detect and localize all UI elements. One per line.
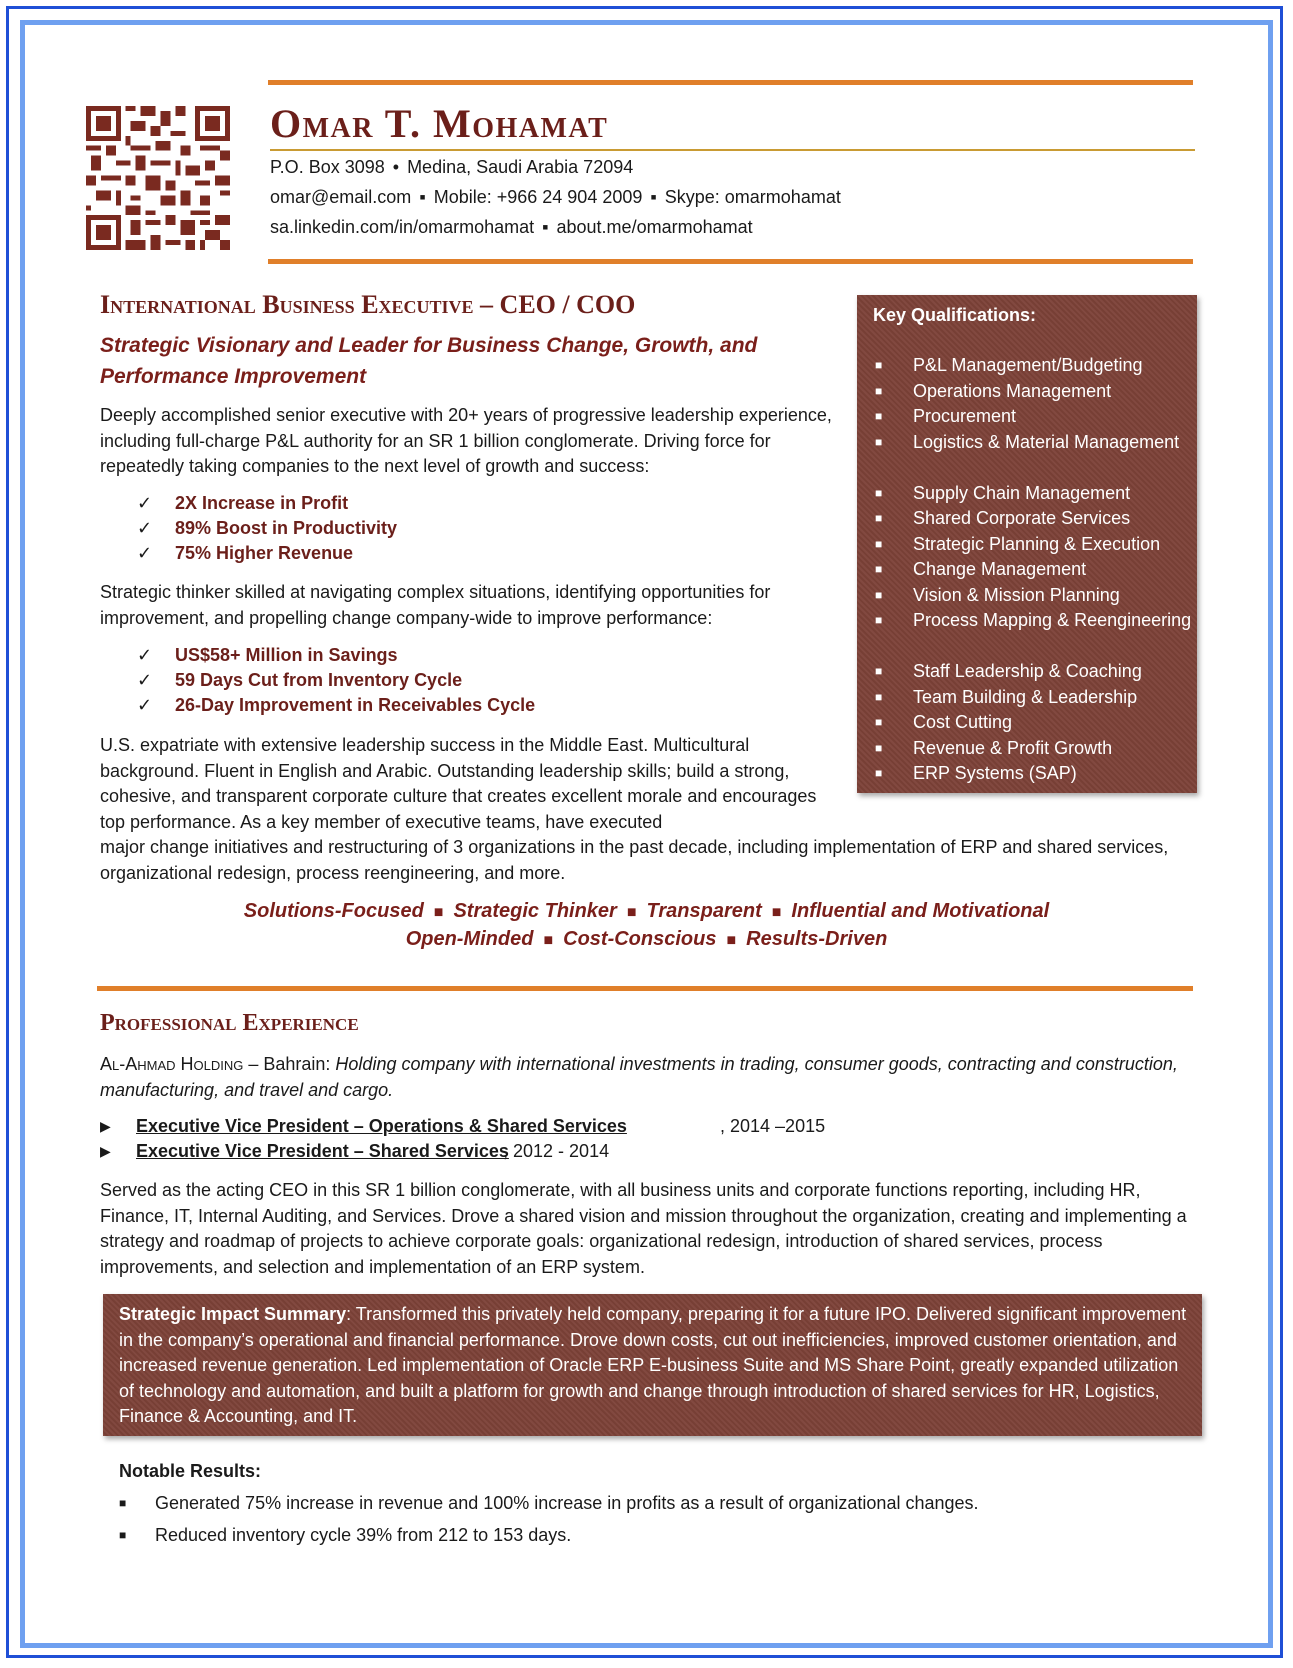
- mobile: Mobile: +966 24 904 2009: [433, 187, 643, 207]
- company-location: – Bahrain:: [243, 1054, 336, 1074]
- summary-para-3-continued: major change initiatives and restructuring of 3 organizations in the past decade, including implementation of ERP and shared services, organizational redesign, process reengineering, and more.: [100, 837, 1169, 883]
- strength-item: Cost-Conscious: [563, 928, 717, 950]
- separator: ■: [771, 904, 782, 921]
- impact-body: : Transformed this privately held company, preparing it for a future IPO. Delivered significant improvement in the company’s operational and financial performance. Drove down costs, cut out inefficiencies, improved customer orientation, and increased revenue generation. Led implementation of Oracle ERP E-business Suite and MS Share Point, greatly expanded utilization of technology and automation, and built a platform for growth and change through introduction of shared services for HR, Logistics, Finance & Accounting, and IT.: [119, 1304, 1187, 1426]
- result-text: Reduced inventory cycle 39% from 212 to 153 days.: [155, 1525, 572, 1545]
- bullet-icon: ■: [875, 485, 883, 500]
- name-underline: [270, 149, 1195, 151]
- separator: ■: [543, 932, 554, 949]
- summary-heading: International Business Executive – CEO / COO: [100, 290, 636, 319]
- strength-item: Strategic Thinker: [453, 900, 617, 922]
- bullet-icon: ■: [875, 587, 883, 602]
- bullet-icon: ■: [875, 613, 883, 627]
- role-title: Executive Vice President – Operations & Shared Services: [136, 1116, 627, 1136]
- achievement-label: 75% Higher Revenue: [175, 543, 354, 563]
- bullet-icon: ■: [875, 766, 883, 780]
- separator: ▪: [419, 187, 426, 207]
- strength-item: Open-Minded: [405, 928, 534, 950]
- strengths-line-2: [0, 928, 1293, 951]
- skype: Skype: omarmohamat: [664, 187, 841, 207]
- role-years: , 2012 - 2014: [503, 1141, 610, 1161]
- key-qualifications-title: Key Qualifications:: [873, 305, 1037, 325]
- qualification-label: Supply Chain Management: [913, 482, 1131, 503]
- summary-tagline: Strategic Visionary and Leader for Business Change, Growth, and Performance Improvement: [100, 334, 758, 388]
- strength-item: Solutions-Focused: [243, 900, 424, 922]
- check-icon: ✓: [137, 670, 153, 690]
- qualification-label: Staff Leadership & Coaching: [913, 661, 1142, 681]
- separator: ■: [433, 904, 444, 921]
- list-item: [119, 1493, 1119, 1517]
- qualification-label: Vision & Mission Planning: [913, 584, 1120, 605]
- bullet-icon: ■: [875, 562, 883, 576]
- role-description: Served as the acting CEO in this SR 1 billion conglomerate, with all business units and corporate functions reporting, including HR, Finance, IT, Internal Auditing, and Services. Drove a shared vision and mission throughout the organization, creating and implementing a strategy and roadmap of projects to achieve corporate goals: organizational redesign, introduction of shared services, process improvements, and selection and implementation of an ERP system.: [100, 1180, 1187, 1277]
- email-link[interactable]: omar@email.com: [270, 187, 412, 207]
- list-item: [119, 1525, 1119, 1549]
- qualification-label: Procurement: [913, 406, 1017, 426]
- achievement-label: 89% Boost in Productivity: [175, 518, 398, 538]
- company-description: Holding company with international investments in trading, consumer goods, contracting and construction, manufacturing, and travel and cargo.: [100, 1054, 1178, 1100]
- check-icon: ✓: [137, 493, 153, 513]
- bullet-icon: ■: [875, 409, 883, 423]
- qr-code-icon: [86, 106, 230, 250]
- bullet-icon: ■: [119, 1496, 127, 1510]
- result-text: Generated 75% increase in revenue and 100% increase in profits as a result of organizational changes.: [155, 1493, 979, 1513]
- qualification-label: P&L Management/Budgeting: [913, 355, 1143, 375]
- web-line: [270, 217, 753, 238]
- header-bottom-rule: [268, 259, 1193, 264]
- check-icon: ✓: [137, 645, 153, 665]
- strength-item: Influential and Motivational: [791, 900, 1050, 922]
- notable-results-title: Notable Results:: [119, 1461, 262, 1481]
- aboutme-link[interactable]: about.me/omarmohamat: [556, 217, 753, 237]
- company-info: [100, 1052, 1200, 1103]
- address-line: [270, 157, 633, 178]
- achievements-list-2: [137, 645, 737, 725]
- achievements-list-1: [137, 493, 737, 573]
- check-icon: ✓: [137, 543, 153, 563]
- qualification-label: Shared Corporate Services: [913, 508, 1131, 528]
- bullet-icon: ■: [875, 689, 883, 704]
- bullet-icon: ■: [875, 358, 883, 372]
- check-icon: ✓: [137, 695, 153, 715]
- check-icon: ✓: [137, 518, 153, 538]
- company-name: Al-Ahmad Holding: [100, 1054, 244, 1074]
- po-box: P.O. Box 3098: [270, 157, 385, 177]
- bullet-icon: ■: [875, 383, 883, 398]
- separator: ■: [626, 904, 637, 921]
- qualification-label: Operations Management: [913, 380, 1112, 401]
- separator: •: [392, 157, 400, 177]
- city: Medina, Saudi Arabia 72094: [407, 157, 634, 177]
- bullet-icon: ■: [875, 715, 883, 729]
- strength-item: Results-Driven: [746, 928, 888, 950]
- qualification-label: Strategic Planning & Execution: [913, 533, 1161, 554]
- role-entry: [100, 1141, 1000, 1165]
- qualification-label: Logistics & Material Management: [913, 431, 1180, 452]
- strength-item: Transparent: [646, 900, 762, 922]
- separator: ▪: [542, 217, 549, 237]
- achievement-label: 59 Days Cut from Inventory Cycle: [175, 670, 463, 690]
- qualification-label: ERP Systems (SAP): [913, 763, 1077, 783]
- achievement-label: 2X Increase in Profit: [175, 493, 349, 513]
- bullet-icon: ■: [875, 740, 883, 755]
- bullet-icon: ■: [875, 664, 883, 678]
- role-entry: [100, 1116, 1000, 1140]
- bullet-icon: ■: [875, 511, 883, 525]
- qualification-label: Process Mapping & Reengineering: [913, 610, 1192, 630]
- candidate-name: Omar T. Mohamat: [270, 101, 609, 146]
- bullet-icon: ■: [875, 536, 883, 551]
- impact-summary-text: [119, 1302, 1191, 1430]
- qualification-label: Team Building & Leadership: [913, 686, 1138, 707]
- achievement-label: 26-Day Improvement in Receivables Cycle: [175, 695, 536, 715]
- summary-para-1: Deeply accomplished senior executive with 20+ years of progressive leadership experience, including full-charge P&L authority for an SR 1 billion conglomerate. Driving force for repeatedly taking companies to the next level of growth and success:: [100, 405, 832, 476]
- bullet-icon: ■: [119, 1528, 127, 1542]
- qualification-label: Cost Cutting: [913, 712, 1013, 732]
- arrow-right-icon: ▶: [100, 1143, 111, 1159]
- summary-para-2: Strategic thinker skilled at navigating complex situations, identifying opportunities for improvement, and propelling change company-wide to improve performance:: [100, 582, 771, 628]
- arrow-right-icon: ▶: [100, 1118, 111, 1134]
- experience-heading: Professional Experience: [100, 1010, 359, 1036]
- impact-label: Strategic Impact Summary: [119, 1304, 347, 1324]
- qualification-label: Change Management: [913, 559, 1087, 579]
- strengths-line-1: [0, 900, 1293, 923]
- separator: ▪: [650, 187, 657, 207]
- achievement-label: US$58+ Million in Savings: [175, 645, 398, 665]
- bullet-icon: ■: [875, 434, 883, 449]
- header-top-rule: [268, 80, 1193, 85]
- linkedin-link[interactable]: sa.linkedin.com/in/omarmohamat: [270, 217, 535, 237]
- summary-para-3: U.S. expatriate with extensive leadership success in the Middle East. Multicultural background. Fluent in English and Arabic. Outstanding leadership skills; build a strong, cohesive, and transparent corporate culture that creates excellent morale and encourages top performance. As a key member of executive teams, have executed: [100, 735, 817, 832]
- impact-summary-box: [103, 1294, 1202, 1436]
- contact-line: [270, 187, 841, 208]
- section-divider: [97, 986, 1193, 991]
- role-years: , 2014 –2015: [720, 1116, 826, 1136]
- separator: ■: [726, 932, 737, 949]
- role-title: Executive Vice President – Shared Services: [136, 1141, 509, 1161]
- qualification-label: Revenue & Profit Growth: [913, 737, 1113, 758]
- key-qualifications-box: [857, 295, 1197, 793]
